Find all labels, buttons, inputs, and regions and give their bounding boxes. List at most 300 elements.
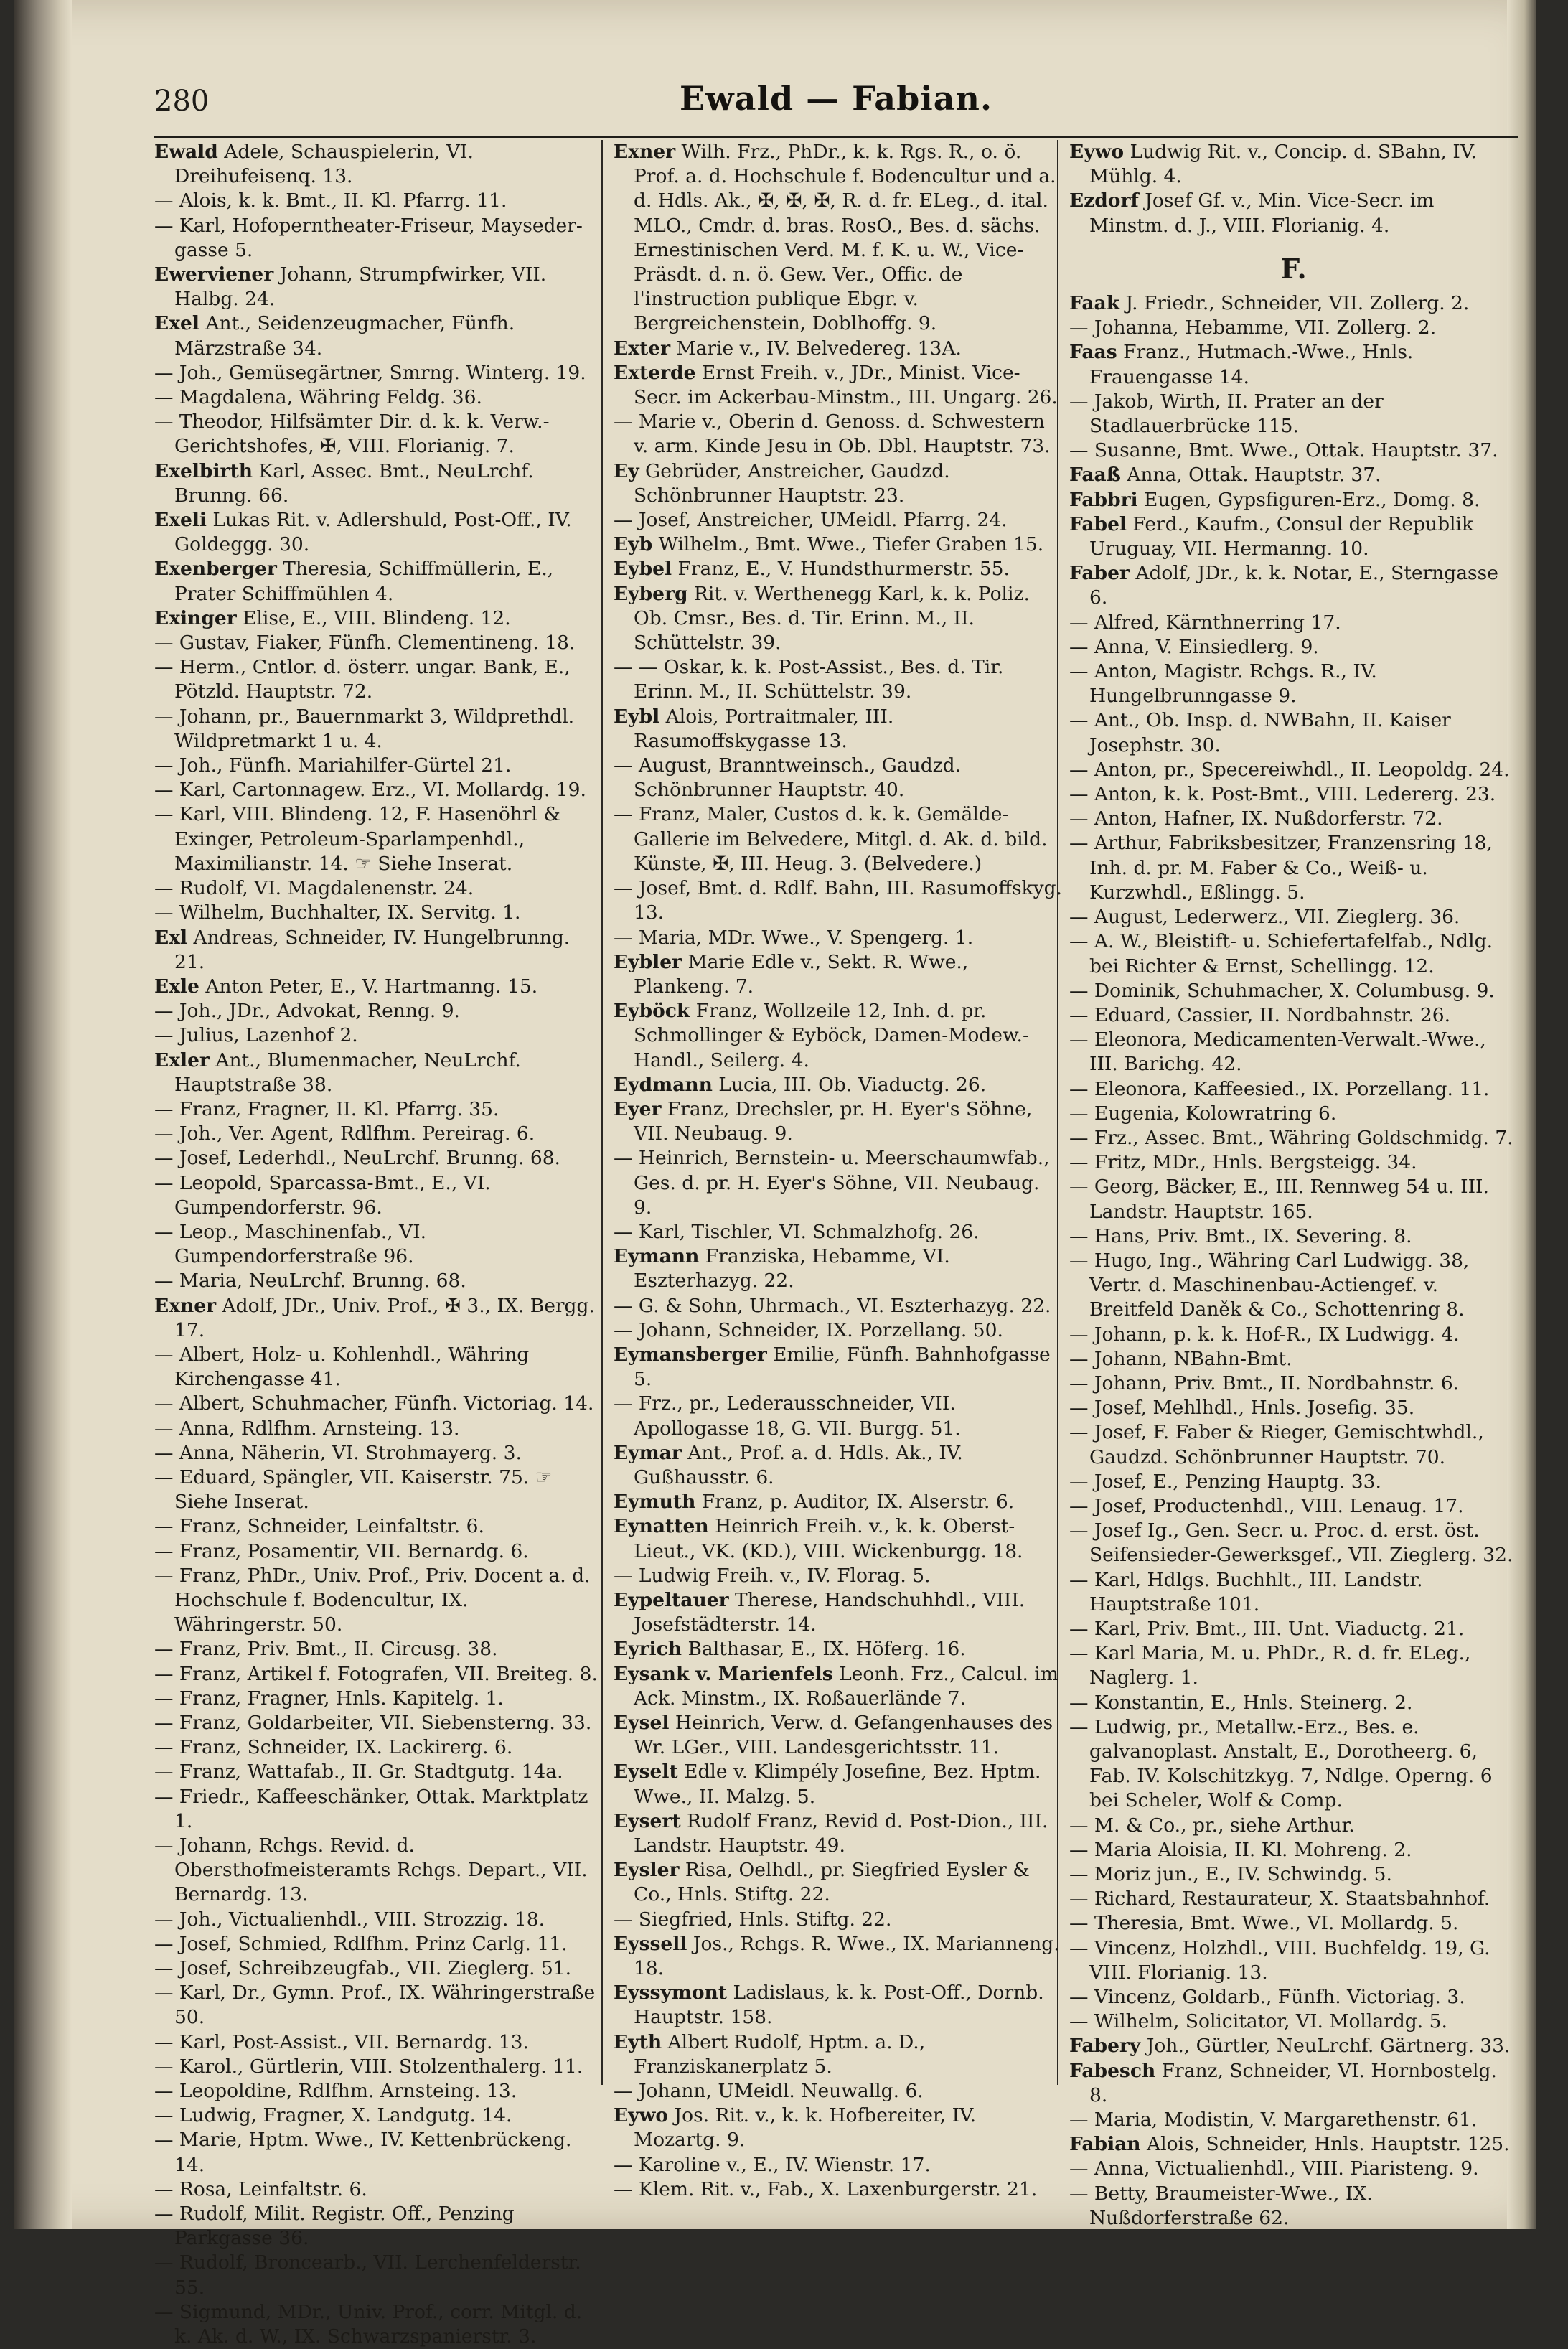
directory-entry (1069, 831, 1518, 905)
directory-entry (614, 802, 1062, 876)
directory-entry (614, 410, 1062, 459)
directory-entry (614, 926, 1062, 950)
entry-text: Franz., Hutmach.-Wwe., Hnls. Frauengasse 14. (1089, 341, 1414, 388)
entry-text: Heinrich Freih. v., k. k. Oberst-Lieut., VK. (KD.), VIII. Wickenburgg. 18. (634, 1515, 1023, 1562)
directory-entry (614, 1514, 1062, 1563)
directory-entry (1069, 660, 1518, 708)
entry-text: — Ant., Ob. Insp. d. NWBahn, II. Kaiser Josephstr. 30. (1069, 709, 1451, 756)
directory-entry (614, 1858, 1062, 1907)
entry-text: — Eugenia, Kolowratring 6. (1069, 1102, 1337, 1125)
entry-text: J. Friedr., Schneider, VII. Zollerg. 2. (1119, 292, 1470, 315)
directory-entry (154, 1146, 603, 1171)
directory-entry (614, 1441, 1062, 1490)
entry-text: — Eleonora, Kaffeesied., IX. Porzellang. 11. (1069, 1077, 1490, 1100)
entry-headword: Eymann (614, 1245, 700, 1268)
directory-entry (1069, 1372, 1518, 1396)
entry-text: — Maria, Modistin, V. Margarethenstr. 61. (1069, 2109, 1478, 2132)
directory-entry (614, 876, 1062, 925)
entry-text: — Josef, Lederhdl., NeuLrchf. Brunng. 68. (154, 1147, 560, 1170)
entry-text: — Eleonora, Medicamenten-Verwalt.-Wwe., III. Barichg. 42. (1069, 1028, 1486, 1076)
entry-text: Adolf, JDr., k. k. Notar, E., Sterngasse 6. (1089, 562, 1498, 609)
entry-text: Edle v. Klimpély Josefine, Bez. Hptm. Wwe., II. Malzg. 5. (634, 1760, 1041, 1808)
directory-entry (154, 1343, 603, 1392)
entry-text: — Vincenz, Goldarb., Fünfh. Victoriag. 3. (1069, 1986, 1465, 2009)
entry-text: — Josef, Mehlhdl., Hnls. Josefig. 35. (1069, 1397, 1415, 1420)
directory-entry (154, 2055, 603, 2079)
entry-text: — Fritz, MDr., Hnls. Bergsteigg. 34. (1069, 1151, 1417, 1174)
entry-text: — M. & Co., pr., siehe Arthur. (1069, 1814, 1355, 1837)
entry-text: Alois, Portraitmaler, III. Rasumoffskygasse 13. (634, 705, 894, 752)
directory-entry (154, 1392, 603, 1416)
entry-text: Leonh. Frz., Calcul. im Ack. Minstm., IX. Roßauerlände 7. (634, 1662, 1058, 1710)
directory-entry (154, 1417, 603, 1441)
entry-text: — Arthur, Fabriksbesitzer, Franzensring 18, Inh. d. pr. M. Faber & Co., Weiß- u. Kurzwhdl., Eßlingg. 5. (1069, 832, 1493, 904)
entry-text: — Ludwig, pr., Metallw.-Erz., Bes. e. galvanoplast. Anstalt, E., Dorotheerg. 6, Fab. IV. Kolschitzkyg. 7, Ndlge. Operng. 6 bei Scheler, Wolf & Comp. (1069, 1715, 1493, 1812)
entry-headword: Eysank v. Marienfels (614, 1662, 833, 1685)
entry-text: — Hans, Priv. Bmt., IX. Severing. 8. (1069, 1224, 1412, 1247)
entry-text: — Josef, Bmt. d. Rdlf. Bahn, III. Rasumoffskyg. 13. (614, 877, 1062, 924)
entry-headword: Eysel (614, 1712, 670, 1734)
entry-text: — Johann, Priv. Bmt., II. Nordbahnstr. 6. (1069, 1372, 1460, 1394)
entry-text: — Friedr., Kaffeeschänker, Ottak. Marktplatz 1. (154, 1785, 588, 1832)
directory-entry (154, 1122, 603, 1146)
entry-text: — Rudolf, Milit. Registr. Off., Penzing Parkgasse 36. (154, 2203, 515, 2250)
directory-entry (614, 1981, 1062, 2030)
column-3-entries (1069, 291, 1518, 2231)
directory-entry (614, 2177, 1062, 2202)
directory-entry (1069, 1077, 1518, 1102)
entry-text: — Karl, Dr., Gymn. Prof., IX. Währingerstraße 50. (154, 1982, 596, 2029)
entry-text: — Ludwig Freih. v., IV. Florag. 5. (614, 1564, 931, 1587)
entry-text: Theresia, Schiffmüllerin, E., Prater Schiffmühlen 4. (174, 558, 554, 605)
directory-entry (614, 1908, 1062, 1932)
entry-text: Emilie, Fünfh. Bahnhofgasse 5. (634, 1343, 1051, 1391)
page-header (140, 79, 1532, 129)
entry-text: — Albert, Schuhmacher, Fünfh. Victoriag. 14. (154, 1392, 594, 1415)
entry-headword: Fabery (1069, 2035, 1141, 2058)
entry-text: — Anna, Rdlfhm. Arnsteing. 13. (154, 1417, 460, 1440)
entry-text: — Heinrich, Bernstein- u. Meerschaumwfab., Ges. d. pr. H. Eyer's Söhne, VII. Neubaug. 9. (614, 1147, 1050, 1219)
entry-text: — Moriz jun., E., IV. Schwindg. 5. (1069, 1863, 1392, 1886)
entry-headword: Eybel (614, 558, 672, 581)
entry-text: — Anton, k. k. Post-Bmt., VIII. Ledererg. 23. (1069, 783, 1496, 806)
entry-text: — Jakob, Wirth, II. Prater an der Stadlauerbrücke 115. (1069, 390, 1384, 438)
directory-entry (1069, 140, 1518, 189)
entry-text: — Franz, Fragner, Hnls. Kapitelg. 1. (154, 1687, 504, 1710)
entry-text: — Rosa, Leinfaltstr. 6. (154, 2177, 367, 2200)
directory-entry (614, 2079, 1062, 2104)
entry-text: Ant., Seidenzeugmacher, Fünfh. Märzstraße 34. (174, 312, 515, 360)
entry-text: — — Oskar, k. k. Post-Assist., Bes. d. Tir. Erinn. M., II. Schüttelstr. 39. (614, 656, 1004, 703)
entry-text: — Anton, pr., Specereiwhdl., II. Leopoldg. 24. (1069, 758, 1510, 781)
directory-entry (154, 1760, 603, 1784)
entry-text: — Franz, Schneider, IX. Lackirerg. 6. (154, 1736, 513, 1759)
entry-headword: Exner (614, 141, 676, 163)
directory-entry (614, 1220, 1062, 1244)
directory-entry (154, 1908, 603, 1932)
directory-entry (1069, 340, 1518, 389)
entry-text: Joh., Gürtler, NeuLrchf. Gärtnerg. 33. (1140, 2035, 1511, 2058)
entry-headword: Eypeltauer (614, 1588, 729, 1611)
entry-text: — Vincenz, Holzhdl., VIII. Buchfeldg. 19, G. VIII. Florianig. 13. (1069, 1936, 1490, 1984)
entry-headword: Faak (1069, 292, 1120, 315)
entry-text: Rudolf Franz, Revid d. Post-Dion., III. Landstr. Hauptstr. 49. (634, 1809, 1048, 1857)
entry-text: — Josef, Productenhdl., VIII. Lenaug. 17. (1069, 1494, 1464, 1517)
directory-entry (1069, 1568, 1518, 1617)
directory-entry (154, 1441, 603, 1466)
directory-entry (614, 582, 1062, 656)
entry-headword: Eynatten (614, 1515, 709, 1538)
entry-text: Jos., Rchgs. R. Wwe., IX. Marianneng. 18. (634, 1932, 1060, 1980)
entry-headword: Eyth (614, 2030, 662, 2053)
directory-entry (614, 2030, 1062, 2079)
entry-text: — Magdalena, Währing Feldg. 36. (154, 386, 482, 409)
column-2 (614, 140, 1062, 2202)
directory-entry (1069, 1420, 1518, 1469)
entry-text: — Franz, Fragner, II. Kl. Pfarrg. 35. (154, 1097, 499, 1120)
entry-text: — Karl, Post-Assist., VII. Bernardg. 13. (154, 2030, 529, 2053)
directory-entry (154, 2251, 603, 2299)
entry-text: — Franz, Artikel f. Fotografen, VII. Breiteg. 8. (154, 1662, 598, 1685)
entry-text: — Franz, Wattafab., II. Gr. Stadtgutg. 14a. (154, 1760, 563, 1783)
directory-entry (154, 1539, 603, 1564)
directory-entry (1069, 439, 1518, 463)
entry-text: — Karl, Hdlgs. Buchhlt., III. Landstr. Hauptstraße 101. (1069, 1568, 1423, 1616)
directory-entry (614, 1932, 1062, 1981)
directory-entry (154, 1097, 603, 1122)
directory-entry (1069, 1641, 1518, 1690)
directory-entry (154, 1981, 603, 2030)
entry-text: — Leopold, Sparcassa-Bmt., E., VI. Gumpendorferstr. 96. (154, 1171, 491, 1219)
entry-text: — Josef, Anstreicher, UMeidl. Pfarrg. 24. (614, 509, 1008, 532)
directory-entry (1069, 2108, 1518, 2132)
directory-entry (1069, 1323, 1518, 1347)
directory-entry (614, 1662, 1062, 1711)
entry-text: — Maria Aloisia, II. Kl. Mohreng. 2. (1069, 1838, 1412, 1861)
entry-text: — Karl Maria, M. u. PhDr., R. d. fr. ELeg., Naglerg. 1. (1069, 1642, 1471, 1689)
entry-text: — Karl, VIII. Blindeng. 12, F. Hasenöhrl & Exinger, Petroleum-Sparlampenhdl., Maximilianstr. 14. ☞ Siehe Inserat. (154, 803, 561, 875)
directory-entry (1069, 1249, 1518, 1323)
entry-text: Marie Edle v., Sekt. R. Wwe., Plankeng. 7. (634, 950, 969, 998)
directory-entry (154, 802, 603, 876)
entry-text: Marie v., IV. Belvedereg. 13A. (670, 337, 962, 360)
directory-entry (1069, 1028, 1518, 1077)
directory-entry (154, 1466, 603, 1514)
entry-text: — Karl, Priv. Bmt., III. Unt. Viaductg. 21. (1069, 1617, 1465, 1640)
entry-text: — Richard, Restaurateur, X. Staatsbahnhof. (1069, 1888, 1490, 1910)
section-letter: F. (1280, 252, 1307, 285)
entry-text: — Konstantin, E., Hnls. Steinerg. 2. (1069, 1691, 1413, 1714)
entry-text: — Joh., Victualienhdl., VIII. Strozzig. 18. (154, 1908, 545, 1931)
entry-text: — Georg, Bäcker, E., III. Rennweg 54 u. III. Landstr. Hauptstr. 165. (1069, 1176, 1489, 1223)
entry-headword: Ewald (154, 141, 218, 163)
entry-text: Adele, Schauspielerin, VI. Dreihufeisenq. 13. (174, 141, 474, 188)
entry-text: — Rudolf, Broncearb., VII. Lerchenfelderstr. 55. (154, 2251, 581, 2299)
entry-text: — Theodor, Hilfsämter Dir. d. k. k. Verw.-Gerichtshofes, ✠, VIII. Florianig. 7. (154, 411, 550, 458)
directory-entry (154, 876, 603, 901)
directory-entry (154, 1662, 603, 1687)
directory-entry (154, 2202, 603, 2251)
directory-entry (1069, 1985, 1518, 2010)
entry-headword: Eyselt (614, 1760, 678, 1783)
entry-text: — Marie, Hptm. Wwe., IV. Kettenbrückeng. 14. (154, 2129, 572, 2176)
entry-text: — Ludwig, Fragner, X. Landgutg. 14. (154, 2104, 512, 2127)
entry-text: Elise, E., VIII. Blindeng. 12. (236, 606, 511, 629)
entry-text: Ernst Freih. v., JDr., Minist. Vice-Secr. im Ackerbau-Minstm., III. Ungarg. 26. (634, 361, 1058, 409)
directory-entry (154, 999, 603, 1023)
entry-text: — Frz., Assec. Bmt., Währing Goldschmidg. 7. (1069, 1126, 1513, 1149)
directory-entry (154, 901, 603, 925)
directory-entry (614, 1760, 1062, 1809)
entry-text: Risa, Oelhdl., pr. Siegfried Eysler & Co., Hnls. Stiftg. 22. (634, 1859, 1030, 1906)
entry-headword: Exler (154, 1049, 210, 1072)
directory-entry (614, 2153, 1062, 2177)
entry-text: — Karl, Cartonnagew. Erz., VI. Mollardg. 19. (154, 779, 586, 802)
directory-entry (614, 705, 1062, 754)
directory-entry (614, 1711, 1062, 1760)
entry-headword: Exle (154, 975, 199, 998)
entry-text: — Karol., Gürtlerin, VIII. Stolzenthalerg. 11. (154, 2055, 583, 2078)
directory-entry (614, 1564, 1062, 1588)
entry-headword: Exter (614, 337, 671, 360)
directory-entry (614, 1097, 1062, 1146)
entry-text: Eugen, Gypsfiguren-Erz., Domg. 8. (1137, 488, 1480, 511)
entry-headword: Exelbirth (154, 459, 253, 482)
directory-entry (614, 999, 1062, 1073)
entry-text: — Wilhelm, Solicitator, VI. Mollardg. 5. (1069, 2010, 1447, 2033)
directory-entry (1069, 1150, 1518, 1175)
entry-headword: Exner (154, 1294, 217, 1317)
directory-entry (1069, 1347, 1518, 1372)
directory-entry (614, 361, 1062, 410)
entry-text: — Franz, Posamentir, VII. Bernardg. 6. (154, 1539, 529, 1562)
entry-text: — Eduard, Spängler, VII. Kaiserstr. 75. ☞ Siehe Inserat. (154, 1466, 553, 1514)
entry-text: — Anna, Näherin, VI. Strohmayerg. 3. (154, 1441, 522, 1464)
entry-text: Albert Rudolf, Hptm. a. D., Franziskanerplatz 5. (634, 2030, 926, 2078)
entry-text: Anton Peter, E., V. Hartmanng. 15. (199, 975, 538, 998)
directory-entry (1069, 1691, 1518, 1715)
directory-entry (154, 214, 603, 263)
directory-entry (1069, 1003, 1518, 1028)
entry-headword: Eyrich (614, 1638, 682, 1661)
entry-text: — Josef, Schmied, Rdlfhm. Prinz Carlg. 11. (154, 1932, 568, 1955)
directory-entry (154, 140, 603, 189)
entry-text: Franz, Wollzeile 12, Inh. d. pr. Schmollinger & Eyböck, Damen-Modew.-Handl., Seilerg. 4. (634, 1000, 1029, 1072)
entry-text: — Eduard, Cassier, II. Nordbahnstr. 26. (1069, 1003, 1451, 1026)
entry-text: Ludwig Rit. v., Concip. d. SBahn, IV. Mühlg. 4. (1089, 141, 1477, 188)
directory-entry (154, 1687, 603, 1711)
entry-headword: Fabesch (1069, 2059, 1156, 2082)
directory-entry (1069, 1396, 1518, 1420)
book-spine-shadow (14, 0, 72, 2229)
directory-entry (154, 2030, 603, 2055)
entry-text: — Sigmund, MDr., Univ. Prof., corr. Mitgl. d. k. Ak. d. W., IX. Schwarzspanierstr. 3. (154, 2300, 583, 2348)
entry-text: — August, Lederwerz., VII. Zieglerg. 36. (1069, 906, 1460, 929)
directory-entry (1069, 1126, 1518, 1150)
directory-entry (614, 754, 1062, 802)
entry-headword: Eyssymont (614, 1982, 728, 2005)
entry-text: — Wilhelm, Buchhalter, IX. Servitg. 1. (154, 901, 521, 924)
directory-entry (154, 655, 603, 704)
entry-text: — Karl, Hofoperntheater-Friseur, Mayseder-gasse 5. (154, 214, 583, 261)
entry-text: Gebrüder, Anstreicher, Gaudzd. Schönbrunner Hauptstr. 23. (634, 459, 950, 507)
entry-text: — A. W., Bleistift- u. Schiefertafelfab., Ndlg. bei Richter & Ernst, Schellingg. 12. (1069, 930, 1493, 977)
entry-headword: Ezdorf (1069, 189, 1139, 212)
entry-text: Rit. v. Werthenegg Karl, k. k. Poliz. Ob. Cmsr., Bes. d. Tir. Erinn. M., II. Schüttelstr. 39. (634, 582, 1030, 655)
directory-entry (1069, 2010, 1518, 2034)
directory-entry (154, 631, 603, 655)
directory-entry (1069, 1887, 1518, 1911)
directory-entry (1069, 488, 1518, 512)
directory-entry (614, 1244, 1062, 1293)
entry-headword: Eydmann (614, 1073, 713, 1096)
directory-entry (614, 1392, 1062, 1440)
directory-entry (1069, 561, 1518, 610)
entry-text: Andreas, Schneider, IV. Hungelbrunng. 21. (174, 926, 571, 973)
entry-text: — Josef, F. Faber & Rieger, Gemischtwhdl., Gaudzd. Schönbrunner Hauptstr. 70. (1069, 1421, 1484, 1468)
directory-entry (614, 950, 1062, 999)
directory-entry (1069, 2157, 1518, 2181)
entry-headword: Fabbri (1069, 488, 1138, 511)
entry-headword: Exeli (154, 509, 207, 532)
directory-entry (1069, 189, 1518, 238)
directory-entry (614, 337, 1062, 361)
entry-text: — Joh., Gemüsegärtner, Smrng. Winterg. 19. (154, 361, 586, 384)
directory-entry (1069, 1911, 1518, 1936)
entry-text: — Josef, Schreibzeugfab., VII. Zieglerg. 51. (154, 1957, 572, 1980)
directory-entry (1069, 979, 1518, 1003)
entry-text: Franz, Schneider, VI. Hornbostelg. 8. (1089, 2059, 1497, 2106)
entry-text: — Franz, PhDr., Univ. Prof., Priv. Docent a. d. Hochschule f. Bodencultur, IX. Währingerstr. 50. (154, 1564, 591, 1636)
directory-entry (154, 1269, 603, 1293)
entry-headword: Eymuth (614, 1491, 696, 1514)
directory-entry (154, 606, 603, 631)
entry-text: — Franz, Goldarbeiter, VII. Siebensterng. 33. (154, 1712, 592, 1734)
directory-entry (614, 1146, 1062, 1220)
entry-text: — Johann, UMeidl. Neuwallg. 6. (614, 2080, 924, 2103)
directory-entry (1069, 1494, 1518, 1519)
entry-headword: Faber (1069, 562, 1130, 585)
entry-headword: Eywo (614, 2104, 669, 2127)
directory-page (14, 0, 1536, 2348)
directory-entry (1069, 463, 1518, 487)
entry-text: — Josef Ig., Gen. Secr. u. Proc. d. erst. öst. Seifensieder-Gewerksgef., VII. Zieglerg. 32. (1069, 1519, 1513, 1567)
entry-text: Adolf, JDr., Univ. Prof., ✠ 3., IX. Bergg. 17. (174, 1294, 595, 1341)
entry-headword: Fabel (1069, 512, 1127, 535)
directory-entry (1069, 1838, 1518, 1862)
directory-entry (614, 1809, 1062, 1858)
directory-entry (154, 1023, 603, 1048)
entry-text: Jos. Rit. v., k. k. Hofbereiter, IV. Mozartg. 9. (634, 2104, 977, 2152)
entry-headword: Eybl (614, 705, 660, 728)
entry-headword: Exenberger (154, 558, 277, 581)
entry-text: Franz, p. Auditor, IX. Alserstr. 6. (695, 1491, 1015, 1514)
entry-headword: Exl (154, 926, 188, 949)
entry-text: — Albert, Holz- u. Kohlenhdl., Währing Kirchengasse 41. (154, 1343, 530, 1391)
directory-entry (154, 1514, 603, 1539)
directory-entry (614, 1318, 1062, 1343)
directory-entry (1069, 2059, 1518, 2108)
page-number: 280 (154, 85, 210, 118)
entry-text: Alois, Schneider, Hnls. Hauptstr. 125. (1140, 2133, 1510, 2156)
entry-text: — Betty, Braumeister-Wwe., IX. Nußdorferstraße 62. (1069, 2182, 1373, 2229)
entry-text: Franziska, Hebamme, VI. Eszterhazyg. 22. (634, 1245, 950, 1293)
column-3 (1069, 140, 1518, 2231)
directory-entry (154, 2079, 603, 2104)
entry-text: Therese, Handschuhhdl., VIII. Josefstädterstr. 14. (634, 1588, 1025, 1636)
directory-entry (154, 361, 603, 385)
entry-text: — Klem. Rit. v., Fab., X. Laxenburgerstr. 21. (614, 2177, 1038, 2200)
directory-entry (154, 1834, 603, 1908)
entry-text: — Karl, Tischler, VI. Schmalzhofg. 26. (614, 1220, 980, 1243)
entry-text: — Franz, Maler, Custos d. k. k. Gemälde-Gallerie im Belvedere, Mitgl. d. Ak. d. bild. Künste, ✠, III. Heug. 3. (Belvedere.) (614, 803, 1048, 875)
directory-entry (154, 1637, 603, 1661)
directory-entry (1069, 1470, 1518, 1494)
entry-text: — Alfred, Kärnthnerring 17. (1069, 611, 1341, 634)
entry-text: — Anton, Hafner, IX. Nußdorferstr. 72. (1069, 807, 1443, 830)
directory-entry (1069, 2132, 1518, 2157)
directory-entry (1069, 1715, 1518, 1814)
entry-text: — Johann, NBahn-Bmt. (1069, 1347, 1292, 1370)
entry-headword: Ey (614, 459, 639, 482)
entry-text: Johann, Strumpfwirker, VII. Halbg. 24. (174, 263, 547, 311)
entry-text: Josef Gf. v., Min. Vice-Secr. im Minstm. d. J., VIII. Florianig. 4. (1089, 189, 1435, 237)
directory-entry (154, 508, 603, 557)
entry-headword: Eyböck (614, 1000, 690, 1023)
entry-text: — Maria, NeuLrchf. Brunng. 68. (154, 1270, 466, 1293)
entry-text: — Maria, MDr. Wwe., V. Spengerg. 1. (614, 926, 974, 949)
directory-entry (1069, 2182, 1518, 2231)
entry-headword: Eyssell (614, 1932, 687, 1955)
directory-entry (154, 1956, 603, 1981)
directory-entry (154, 1735, 603, 1760)
entry-text: — Joh., Fünfh. Mariahilfer-Gürtel 21. (154, 754, 512, 777)
directory-entry (1069, 905, 1518, 929)
directory-entry (154, 1564, 603, 1638)
entry-text: Ant., Prof. a. d. Hdls. Ak., IV. Gußhausstr. 6. (634, 1441, 963, 1488)
column-1 (154, 140, 603, 2349)
entry-text: — Frz., pr., Lederausschneider, VII. Apollogasse 18, G. VII. Burgg. 51. (614, 1392, 961, 1440)
entry-headword: Eymar (614, 1441, 682, 1464)
entry-headword: Eywo (1069, 141, 1125, 163)
directory-entry (1069, 782, 1518, 807)
entry-headword: Exinger (154, 606, 237, 629)
entry-text: Karl, Assec. Bmt., NeuLrchf. Brunng. 66. (174, 459, 534, 507)
entry-text: Lukas Rit. v. Adlershuld, Post-Off., IV. Goldeggg. 30. (174, 509, 572, 556)
directory-entry (154, 459, 603, 508)
entry-text: Anna, Ottak. Hauptstr. 37. (1120, 464, 1381, 487)
entry-text: — Johann, p. k. k. Hof-R., IX Ludwigg. 4. (1069, 1323, 1460, 1346)
entry-text: — Theresia, Bmt. Wwe., VI. Mollardg. 5. (1069, 1912, 1459, 1935)
entry-text: — Johann, Schneider, IX. Porzellang. 50. (614, 1318, 1003, 1341)
directory-entry (154, 2128, 603, 2177)
directory-entry (1069, 708, 1518, 757)
directory-entry (154, 311, 603, 360)
entry-text: — Johann, pr., Bauernmarkt 3, Wildprethdl. Wildpretmarkt 1 u. 4. (154, 705, 575, 752)
entry-text: — Franz, Priv. Bmt., II. Circusg. 38. (154, 1638, 498, 1661)
entry-text: — Herm., Cntlor. d. österr. ungar. Bank, E., Pötzld. Hauptstr. 72. (154, 656, 571, 703)
entry-text: Balthasar, E., IX. Höferg. 16. (682, 1638, 966, 1661)
directory-entry (614, 1588, 1062, 1637)
entry-headword: Fabian (1069, 2133, 1141, 2156)
directory-entry (1069, 1224, 1518, 1249)
entry-text: — Joh., JDr., Advokat, Renng. 9. (154, 1000, 460, 1023)
directory-entry (1069, 807, 1518, 831)
directory-entry (154, 926, 603, 975)
directory-entry (1069, 1519, 1518, 1567)
entry-headword: Eysert (614, 1809, 681, 1832)
directory-entry (154, 1711, 603, 1735)
